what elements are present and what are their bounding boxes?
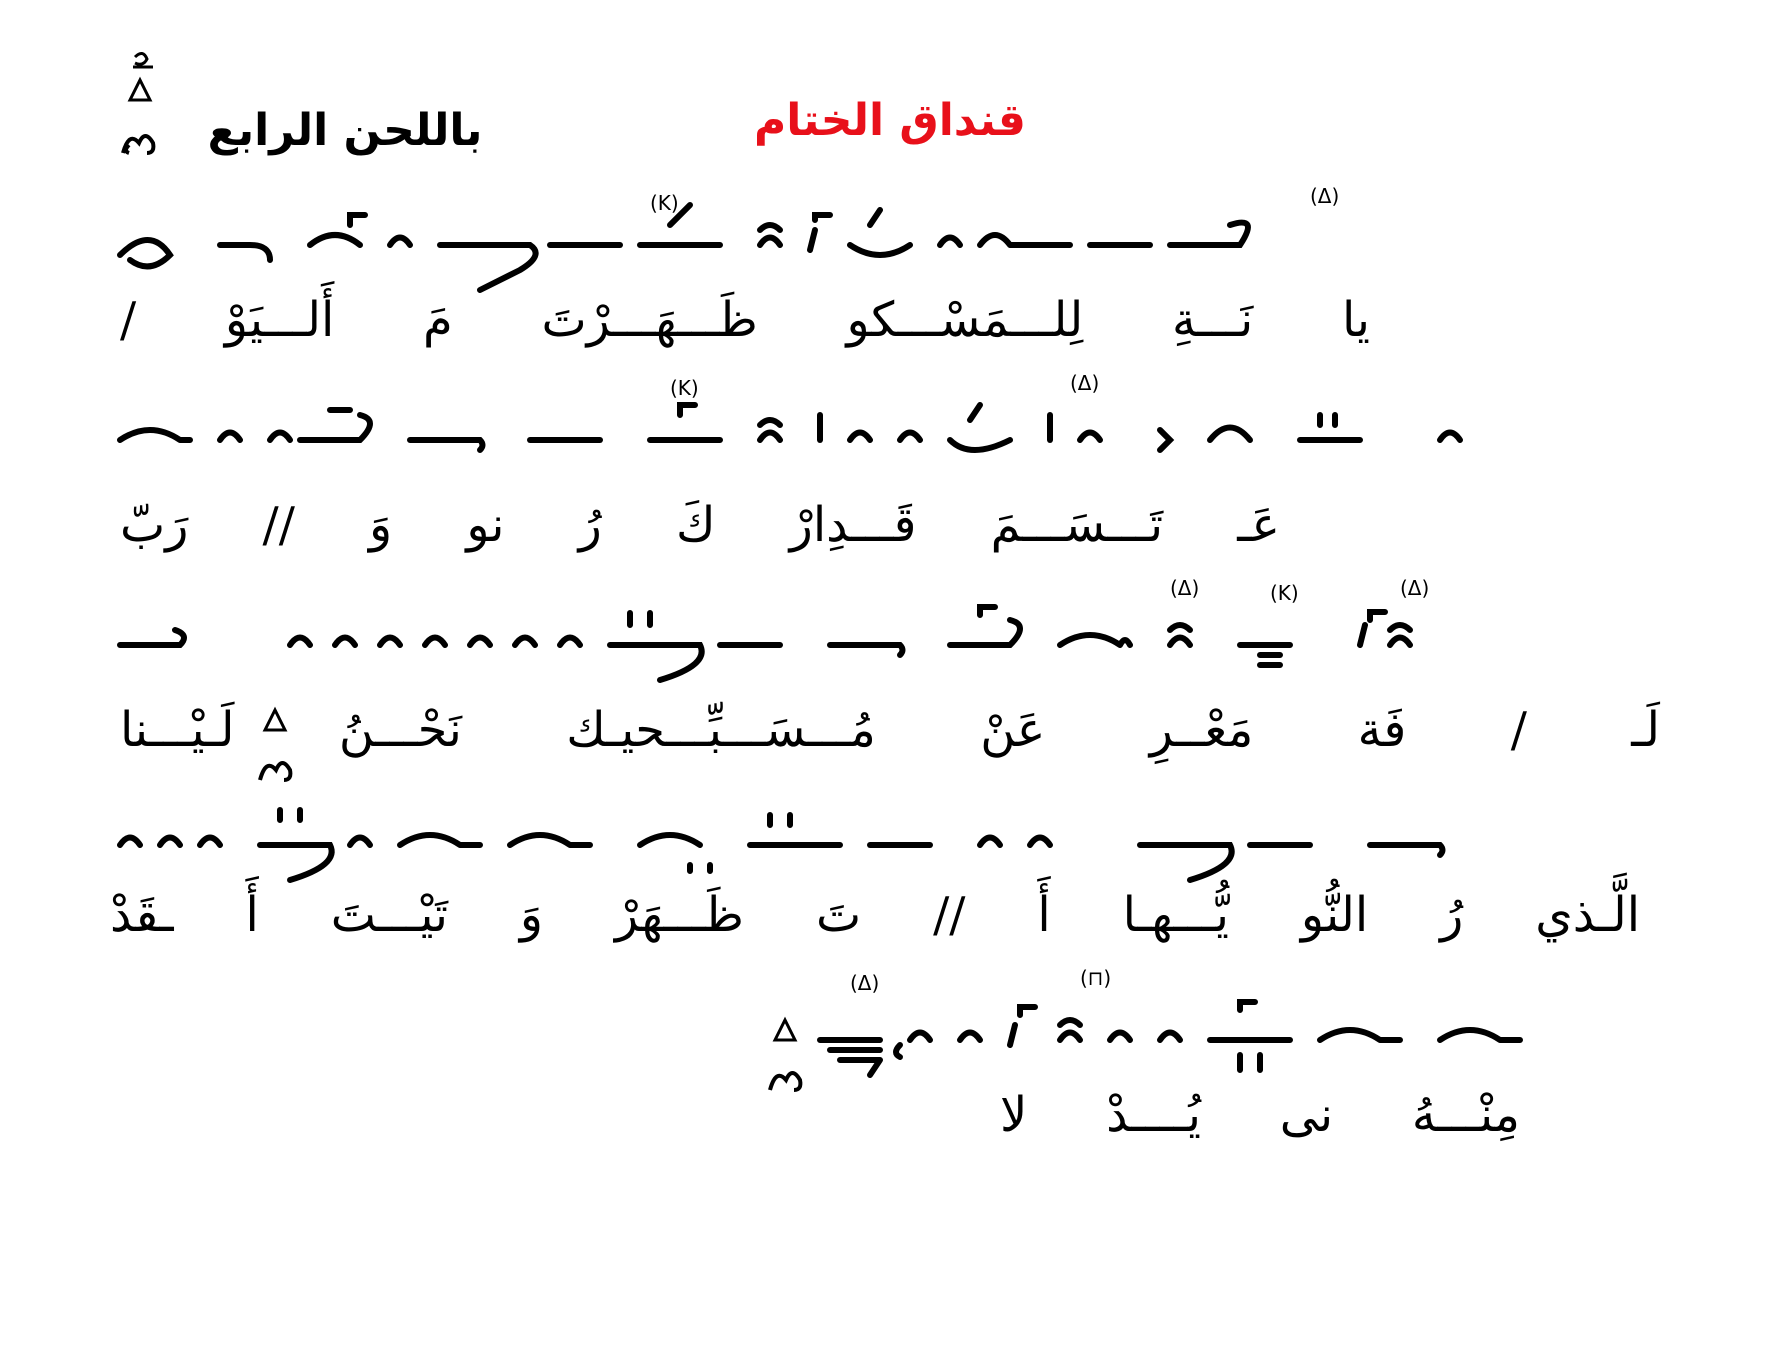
- lyric-word: أَ: [1037, 887, 1051, 943]
- lyric-word: تَيْـــتَ: [330, 887, 448, 943]
- lyric-word: كَ: [675, 497, 716, 553]
- lyric-word: يُــــدْ: [1106, 1087, 1201, 1143]
- lyric-word: لَـ: [1631, 702, 1660, 758]
- lyric-word: أَ: [245, 887, 259, 943]
- lyric-word: //: [262, 497, 295, 553]
- svg-text:(Δ): (Δ): [850, 971, 880, 995]
- svg-text:(K): (K): [1270, 581, 1299, 605]
- lyric-word: مَعْــرِ: [1149, 702, 1254, 758]
- lyric-row-5: [1000, 1085, 1520, 1145]
- mode-label: باللحن الرابع: [207, 105, 483, 156]
- lyric-word: يُّـــهـا: [1122, 887, 1229, 943]
- lyric-word: الَّـذي: [1535, 887, 1641, 943]
- neume-row-3: [110, 576, 1670, 705]
- lyric-row-2: [120, 495, 1280, 555]
- lyric-word: مِنْـــهُ: [1411, 1087, 1520, 1143]
- svg-text:(Δ): (Δ): [1400, 576, 1430, 600]
- lyric-row-1: [120, 290, 1370, 350]
- lyric-word: //: [933, 887, 966, 943]
- lyric-word: ـقَدْ: [110, 887, 174, 943]
- svg-text:(Δ): (Δ): [1310, 184, 1340, 208]
- svg-text:(Δ): (Δ): [1070, 371, 1100, 395]
- lyric-word: فَة: [1357, 702, 1407, 758]
- lyric-word: تَ: [815, 887, 862, 943]
- mode-sign-final-icon: [765, 1010, 810, 1100]
- lyric-row-3: [120, 700, 1660, 760]
- svg-text:(Δ): (Δ): [1170, 576, 1200, 600]
- lyric-word: عَـ: [1237, 497, 1280, 553]
- lyric-word: /: [1510, 702, 1527, 758]
- svg-text:(K): (K): [650, 191, 679, 215]
- lyric-word: قَـــدِارْ: [789, 497, 917, 553]
- lyric-word: رُ: [578, 497, 602, 553]
- lyric-word: يا: [1341, 292, 1370, 348]
- svg-text:(K): (K): [670, 376, 699, 400]
- lyric-word: رُ: [1440, 887, 1464, 943]
- svg-text:(⊓): (⊓): [1080, 966, 1112, 990]
- lyric-word: /: [120, 292, 137, 348]
- lyric-word: أَلـــيَوْ: [224, 292, 335, 348]
- lyric-word: نى: [1279, 1087, 1334, 1143]
- lyric-word: رَبّ: [120, 497, 189, 553]
- lyric-word: ظَـــهَرْ: [615, 887, 744, 943]
- lyric-word: النُّو: [1300, 887, 1369, 943]
- lyric-word: وَ: [369, 497, 393, 553]
- lyric-word: لِلـــمَسْـــكو: [846, 292, 1084, 348]
- lyric-word: مُـــسَـــبِّـــحيـك: [566, 702, 876, 758]
- lyric-word: لَـيْـــنا: [120, 702, 235, 758]
- lyric-row-4: [110, 885, 1640, 945]
- lyric-word: ظَـــهَـــرْتَ: [541, 292, 758, 348]
- lyric-word: مَ: [423, 292, 453, 348]
- mode-sign-icon: [115, 45, 165, 175]
- lyric-word: عَنْ: [980, 702, 1046, 758]
- lyric-word: نو: [466, 497, 505, 553]
- hymn-title: قنداق الختام: [754, 95, 1026, 146]
- lyric-word: تَـــسَـــمَ: [990, 497, 1164, 553]
- lyric-word: لا: [1000, 1087, 1028, 1143]
- neume-row-2: [110, 371, 1670, 500]
- lyric-word: وَ: [519, 887, 544, 943]
- lyric-word: نَـــةِ: [1171, 292, 1254, 348]
- lyric-word: نَحْـــنُ: [338, 702, 462, 758]
